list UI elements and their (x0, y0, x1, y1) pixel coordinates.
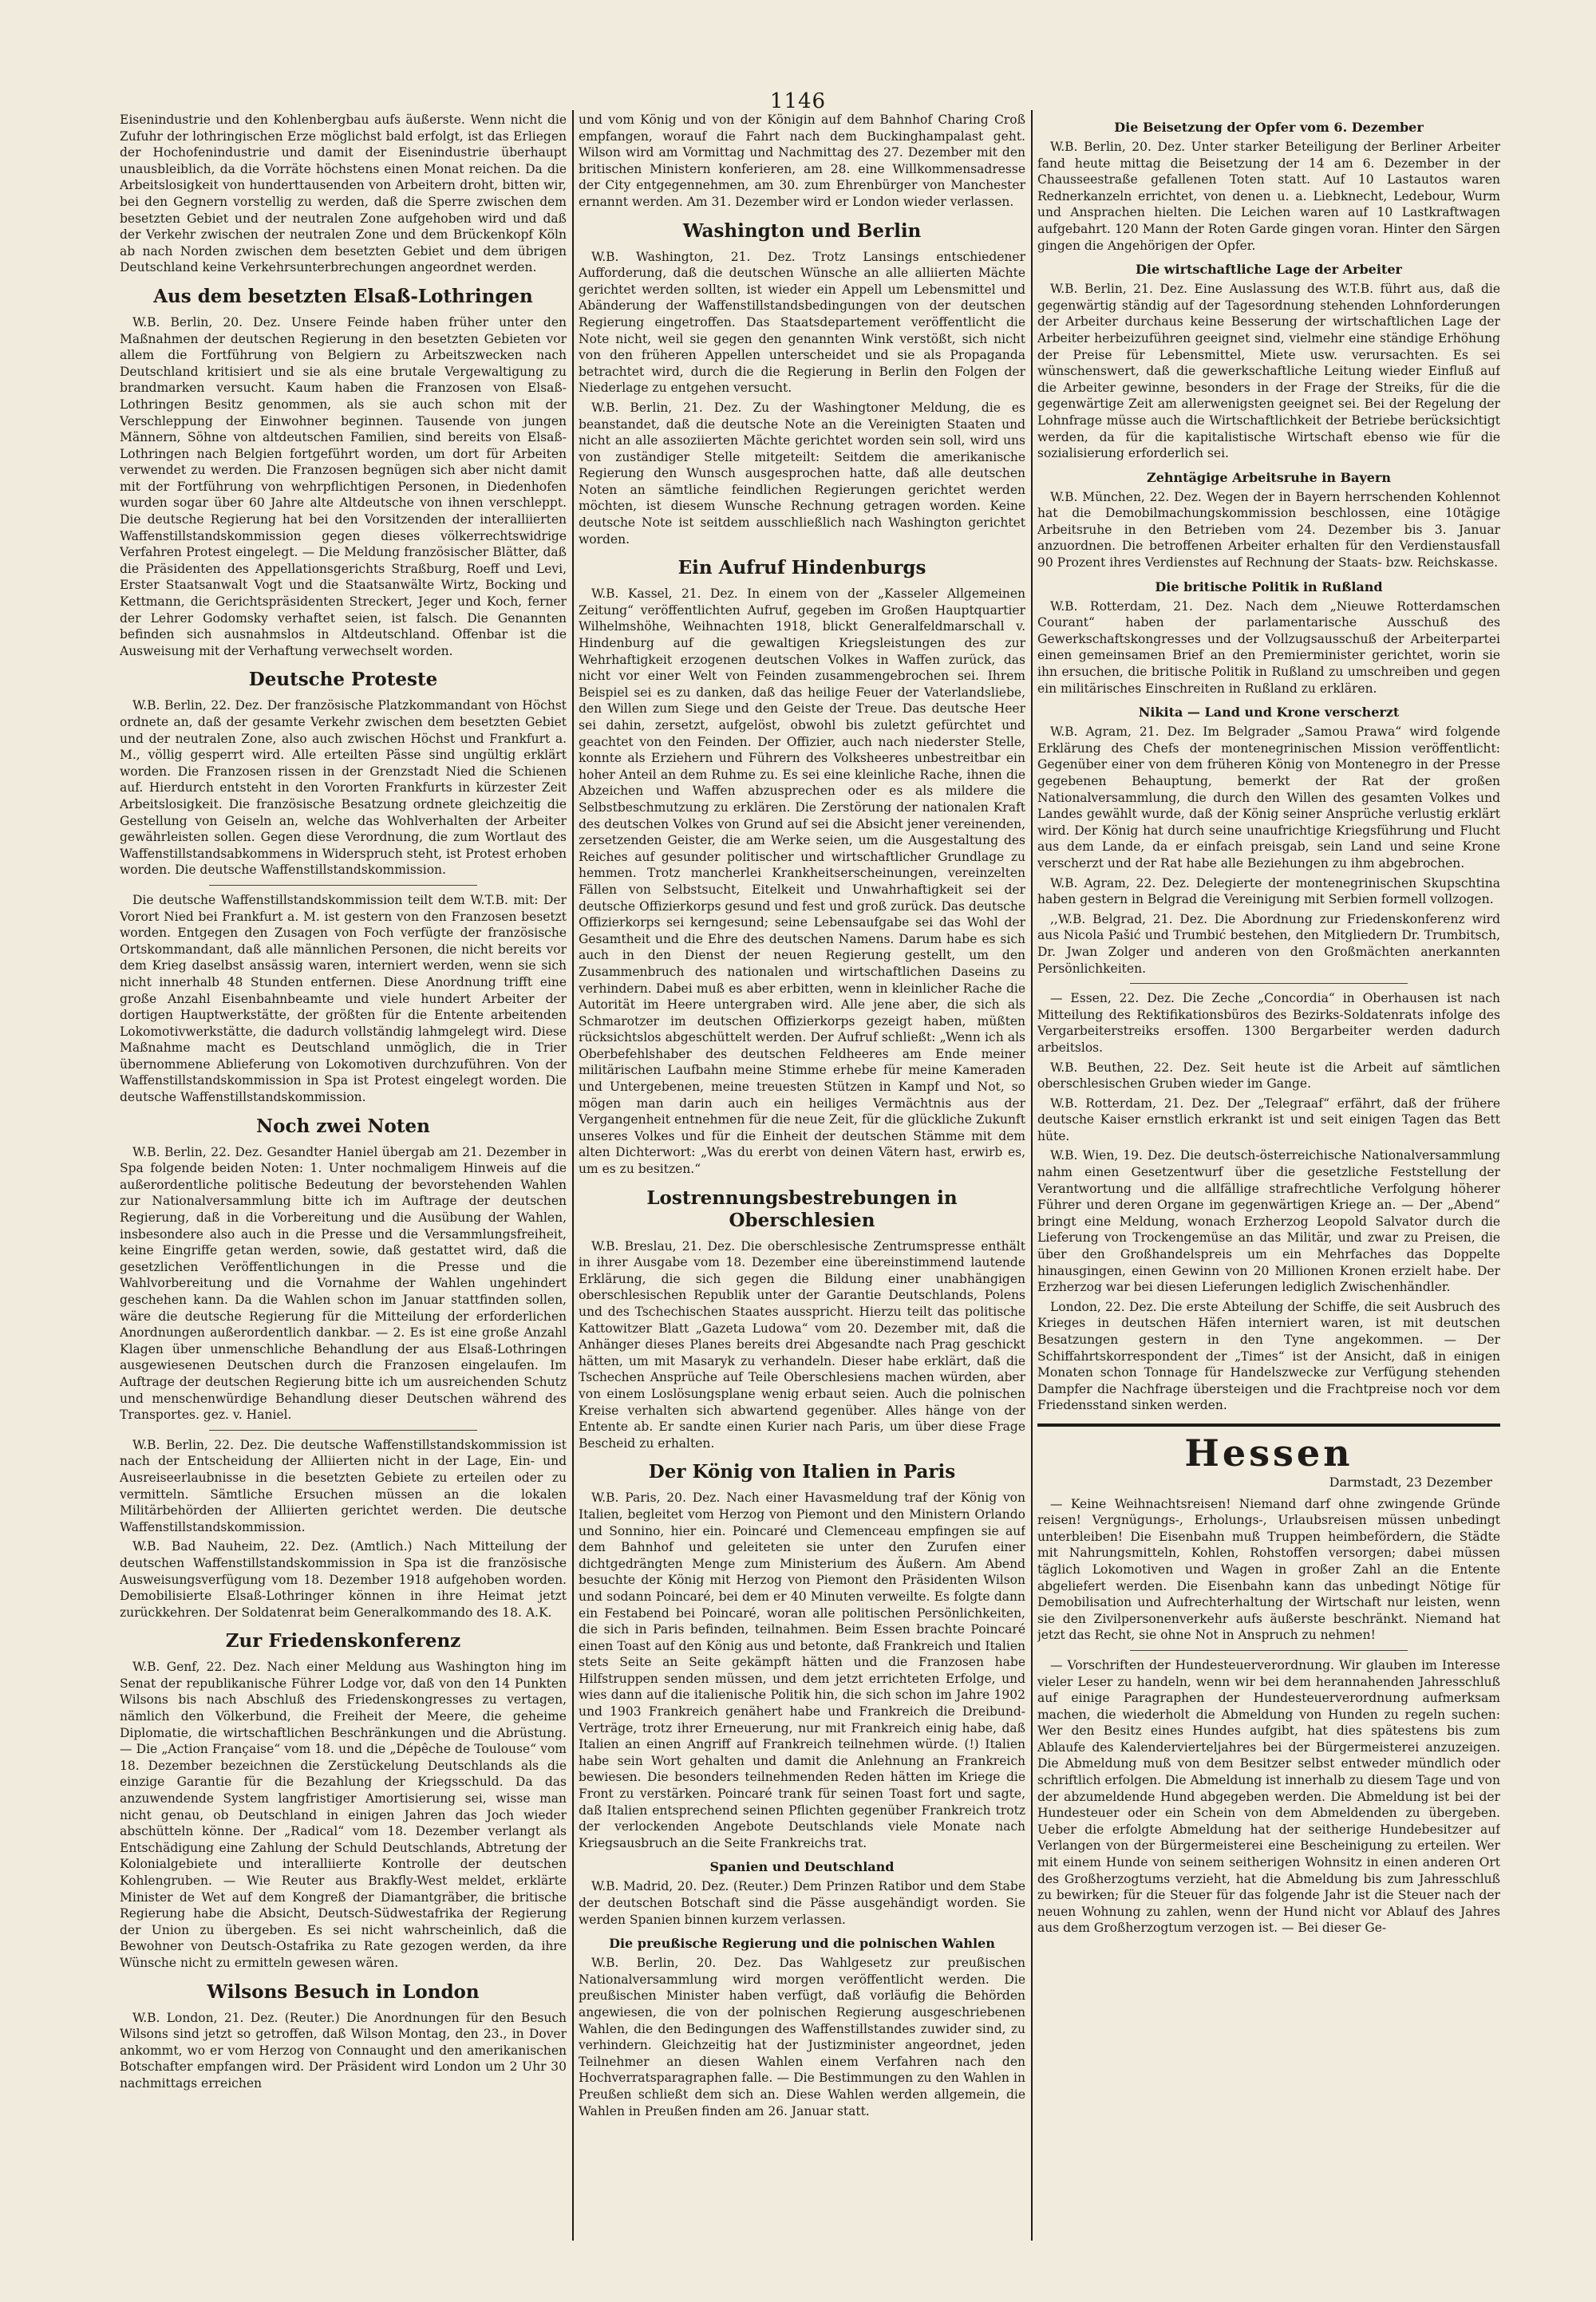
article-paragraph: W.B. Washington, 21. Dez. Trotz Lansings entschiedener Aufforderung, daß die deutschen Wünsche an alle alliierten Mächte gerichtet werden sollten, ist wieder ein Appell um Lebensmittel und Abänderung der Waffenstillstandsbedingungen von der deutschen Regierung eingetroffen. Das Staatsdepartement veröffentlicht die Note nicht, weil sie gegen den genannten Wink verstößt, sich nicht von den früheren Appellen unterscheidet und sie als Propaganda betrachtet wird, durch die die Regierung in Berlin den Folgen der Niederlage zu entgehen versucht. (579, 249, 1025, 396)
article-paragraph: W.B. Agram, 21. Dez. Im Belgrader „Samou Prawa“ wird folgende Erklärung des Chefs der montenegrinischen Mission veröffentlicht: Gegenüber einer von dem früheren König von Montenegro in der Presse gegebenen Behauptung, bemerkt der Rat der großen Nationalversammlung, die durch den Willen des gesamten Volkes und Landes gewählt wurde, daß der König seiner Ansprüche verlustig erklärt wird. Der König hat durch seine unaufrichtige Kriegsführung und Flucht aus dem Lande, da er einfach preisgab, sein Land und seine Krone verscherzt und der Rat habe alle Beziehungen zu ihm abgebrochen. (1037, 725, 1500, 871)
article-paragraph: W.B. Rotterdam, 21. Dez. Nach dem „Nieuwe Rotterdamschen Courant“ haben der parlamentarische Ausschuß des Gewerkschaftskongresses und der Vollzugsausschuß der Arbeiterpartei einen gemeinsamen Brief an den Premierminister gerichtet, worin sie ihn ersuchen, die britische Politik in Rußland zu umschreiben und gegen ein militärisches Einschreiten in Rußland zu erklären. (1037, 598, 1500, 696)
article-headline: Lostrennungsbestrebungen in Oberschlesien (646, 1187, 958, 1231)
article-paragraph: W.B. Berlin, 20. Dez. Unsere Feinde haben früher unter den Maßnahmen der deutschen Regierung in den besetzten Gebieten vor allem die Fortführung von Belgiern zu Arbeitszwecken nach Deutschland kritisiert und sie als eine brutale Vergewaltigung zu brandmarken versucht. Kaum haben die Franzosen von Elsaß-Lothringen Besitz genommen, als sie auch schon mit der Verschleppung der Einwohner beginnen. Tausende von jungen Männern, Söhne von altdeutschen Familien, sind bereits von Elsaß-Lothringen nach Belgien fortgeführt worden, um dort für Arbeiten verwendet zu werden. Die Franzosen begnügen sich aber nicht damit mit der Fortführung von wehrpflichtigen Personen, in Diedenhofen wurden sogar über 60 Jahre alte Altdeutsche von ihnen verschleppt. Die deutsche Regierung hat bei den Vorsitzenden der interalliierten Waffenstillstandskommission gegen dieses völkerrechtswidrige Verfahren Protest eingelegt. — Die Meldung französischer Blätter, daß die Präsidenten des Appellationsgerichts Straßburg, Roeff und Levi, Erster Staatsanwalt Vogt und die Staatsanwälte Wirtz, Bocking und Kettmann, die Gerichtspräsidenten Streckert, Jeger und Koch, ferner der Lehrer Godomsky verhaftet seien, ist falsch. Die Genannten befinden sich ausnahmslos in Altdeutschland. Offenbar ist die Ausweisung mit der Verhaftung verwechselt worden. (120, 314, 567, 658)
article-paragraph: W.B. Wien, 19. Dez. Die deutsch-österreichische Nationalversammlung nahm einen Gesetzentwurf über die gesetzliche Feststellung der Verantwortung und die allfällige strafrechtliche Verfolgung höherer Führer und deren Organe im gegenwärtigen Kriege an. — Der „Abend“ bringt eine Meldung, wonach Erzherzog Leopold Salvator durch die Lieferung von Trockengemüse an das Militär, und zwar zu Preisen, die über den Großhandelspreis um ein Mehrfaches das Doppelte hinausgingen, einen Gewinn von 20 Millionen Kronen erzielt habe. Der Erzherzog war bei diesen Lieferungen lediglich Zwischenhändler. (1037, 1148, 1500, 1295)
column-1 (120, 112, 567, 2234)
article-subheadline: Die Beisetzung der Opfer vom 6. Dezember (1114, 120, 1424, 135)
article-paragraph: W.B. Paris, 20. Dez. Nach einer Havasmeldung traf der König von Italien, begleitet vom Herzog von Piemont und den Ministern Orlando und Sonnino, hier ein. Poincaré und Clemenceau empfingen sie auf dem Bahnhof und geleiteten sie unter den Zurufen einer dichtgedrängten Menge zum Ministerium des Äußern. Am Abend besuchte der König mit Herzog von Piemont den Präsidenten Wilson und sodann Poincaré, bei dem er 40 Minuten verweilte. Es folgte dann ein Festabend bei Poincaré, woran alle politischen Persönlichkeiten, die sich in Paris befinden, teilnahmen. Beim Essen brachte Poincaré einen Toast auf den König aus und betonte, daß Frankreich und Italien stets Seite an Seite gekämpft hätten und die Franzosen habe Hilfstruppen senden müssen, und dem jetzt errichteten Erfolge, und wies dann auf die italienische Politik hin, die sich schon im Jahre 1902 und 1903 Frankreich genähert habe und Frankreich die Dreibund-Verträge, trotz ihrer Erneuerung, nur mit Frankreich einig habe, daß Italien an einen Angriff auf Frankreich teilnehmen würde. (!) Italien habe sein Wort gehalten und damit die Anlehnung an Frankreich bewiesen. Die besonders teilnehmenden Reden hätten im Kriege die Front zu verstärken. Poincaré trank für seinen Toast fort und sagte, daß Italien entsprechend seinen Pflichten gegenüber Frankreich trotz der verlockenden Angebote Deutschlands viele Monate nach Kriegsausbruch an die Seite Frankreichs trat. (579, 1491, 1025, 1850)
article-paragraph: W.B. Berlin, 22. Dez. Gesandter Haniel übergab am 21. Dezember in Spa folgende beiden Noten: 1. Unter nochmaligem Hinweis auf die außerordentliche politische Bedeutung der bevorstehenden Wahlen zur Nationalversammlung bitte ich im Auftrage der deutschen Regierung, daß in die Vorbereitung und die Ausübung der Wahlen, insbesondere also auch in die Presse und die Versammlungsfreiheit, keine Eingriffe getan werden, sowie, daß gestattet wird, daß die gesetzlichen Veröffentlichungen in die Presse und die Wahlvorbereitung und die Vornahme der Wahlen ungehindert geschehen kann. Da die Wahlen schon im Januar stattfinden sollen, wäre die deutsche Regierung für die Mitteilung der erforderlichen Anordnungen außerordentlich dankbar. — 2. Es ist eine große Anzahl Klagen über unmenschliche Behandlung der aus Elsaß-Lothringen ausgewiesenen Deutschen durch die Franzosen eingelaufen. Im Auftrage der deutschen Regierung bitte ich um ausreichenden Schutz und menschenwürdige Behandlung dieser Deutschen während des Transportes. gez. v. Haniel. (120, 1144, 567, 1423)
article-paragraph: W.B. Breslau, 21. Dez. Die oberschlesische Zentrumspresse enthält in ihrer Ausgabe vom 18. Dezember eine übereinstimmend lautende Erklärung, die sich gegen die Bildung einer unabhängigen oberschlesischen Republik unter der Garantie Deutschlands, Polens und des Tschechischen Staates ausspricht. Hierzu teilt das politische Kattowitzer Blatt „Gazeta Ludowa“ vom 20. Dezember mit, daß die Anhänger dieses Planes bereits drei Abgesandte nach Prag geschickt hätten, um mit Masaryk zu verhandeln. Dieser habe erklärt, daß die Tschechen Ansprüche auf Teile Oberschlesiens machen würden, aber von einem Loslösungsplane wenig erbaut seien. Auch die polnischen Kreise verhalten sich abwartend gegenüber. Alles hänge von der Entente ab. Er sandte einen Kurier nach Paris, um über diese Frage Bescheid zu erhalten. (579, 1238, 1025, 1451)
article-paragraph: W.B. Berlin, 21. Dez. Zu der Washingtoner Meldung, die es beanstandet, daß die deutsche Note an die Vereinigten Staaten und nicht an alle assoziierten Mächte gerichtet worden sein soll, wird uns von zuständiger Stelle mitgeteilt: Seitdem die amerikanische Regierung den Wunsch ausgesprochen hatte, daß alle deutschen Noten an sämtliche feindlichen Regierungen gerichtet werden möchten, ist diesem Wunsche Rechnung getragen worden. Keine deutsche Note ist seitdem ausschließlich nach Washington gerichtet worden. (579, 400, 1025, 547)
article-paragraph: W.B. London, 21. Dez. (Reuter.) Die Anordnungen für den Besuch Wilsons sind jetzt so getroffen, daß Wilson Montag, den 23., in Dover ankommt, wo er vom Herzog von Connaught und den amerikanischen Botschafter empfangen wird. Der Präsident wird London um 2 Uhr 30 nachmittags erreichen (120, 2010, 567, 2091)
article-paragraph: W.B. Berlin, 22. Dez. Der französische Platzkommandant von Höchst ordnete an, daß der gesamte Verkehr zwischen dem besetzten Gebiet und der neutralen Zone, also auch zwischen Höchst und Frankfurt a. M., völlig gesperrt wird. Alle erteilten Pässe sind ungültig erklärt worden. Die Franzosen rissen in der Grenzstadt Nied die Schienen auf. Hierdurch entsteht in den Vororten Frankfurts in kürzester Zeit Arbeitslosigkeit. Die französische Besatzung ordnete gleichzeitig die Gestellung von Geiseln an, welche das Wohlverhalten der Arbeiter gewährleisten sollen. Gegen diese Verordnung, die zum Wortlaut des Waffenstillstandsabkommens in Widerspruch steht, ist Protest erhoben worden. Die deutsche Waffenstillstandskommission. (120, 698, 567, 878)
article-paragraph: Die deutsche Waffenstillstandskommission teilt dem W.T.B. mit: Der Vorort Nied bei Frankfurt a. M. ist gestern von den Franzosen besetzt worden. Entgegen den Zusagen von Foch verfügte der französische Ortskommandant, daß alle männlichen Personen, die nicht bereits vor dem Krieg daselbst ansässig waren, interniert werden, wenn sie sich nicht innerhalb 48 Stunden entfernen. Diese Anordnung trifft eine große Anzahl Eisenbahnbeamte und viele hundert Arbeiter der dortigen Hauptwerkstätte, der größten für die Entente arbeitenden Lokomotivwerkstätte, die dadurch vollständig lahmgelegt wird. Diese Maßnahme macht es Deutschland unmöglich, die in Trier übernommene Ablieferung von Lokomotiven durchzuführen. Von der Waffenstillstandskommission in Spa ist Protest eingelegt worden. Die deutsche Waffenstillstandskommission. (120, 892, 567, 1105)
article-paragraph: W.B. Berlin, 20. Dez. Das Wahlgesetz zur preußischen Nationalversammlung wird morgen veröffentlicht werden. Die preußischen Minister haben verfügt, daß vorläufig die Behörden angewiesen, die von der polnischen Regierung ausgeschriebenen Wahlen, die den Bedingungen des Waffenstillstandes zuwider sind, zu verhindern. Gleichzeitig hat der Justizminister angeordnet, jeden Teilnehmer an diesen Wahlen einem Verfahren nach den Hochverratsparagraphen falle. — Die Bestimmungen zu den Wahlen in Preußen schließt dem sich an. Diese Wahlen werden allgemein, die Wahlen in Preußen finden am 26. Januar statt. (579, 1956, 1025, 2118)
dateline: Darmstadt, 23 Dezember (1329, 1474, 1492, 1490)
article-paragraph: — Essen, 22. Dez. Die Zeche „Concordia“ in Oberhausen ist nach Mitteilung des Rektifikationsbüros des Bezirks-Soldatenrats infolge des Vergarbeiterstreiks ersoffen. 1300 Bergarbeiter werden dadurch arbeitslos. (1037, 991, 1500, 1055)
section-title: Hessen (1184, 1431, 1353, 1475)
separator (1130, 983, 1408, 984)
article-headline: Wilsons Besuch in London (207, 1980, 480, 2003)
article-subheadline: Die britische Politik in Rußland (1155, 578, 1383, 594)
article-paragraph: W.B. Berlin, 22. Dez. Die deutsche Waffenstillstandskommission ist nach der Entscheidung der Alliierten nicht in der Lage, Ein- und Ausreiseerlaubnisse in die besetzten Gebiete zu erteilen oder zu vermitteln. Sämtliche Ersuchen müssen an die lokalen Militärbehörden der Alliierten gerichtet werden. Die deutsche Waffenstillstandskommission. (120, 1437, 567, 1534)
article-paragraph: W.B. München, 22. Dez. Wegen der in Bayern herrschenden Kohlennot hat die Demobilmachungskommission beschlossen, eine 10tägige Arbeitsruhe in den Betrieben vom 24. Dezember bis 3. Januar anzuordnen. Die betroffenen Arbeiter erhalten für den Verdienstausfall 90 Prozent ihres Verdienstes auf Rechnung der Staats- bzw. Reichskasse. (1037, 489, 1500, 571)
article-paragraph: Eisenindustrie und den Kohlenbergbau aufs äußerste. Wenn nicht die Zufuhr der lothringischen Erze möglichst bald erfolgt, ist das Erliegen der Hochofenindustrie und damit der Eisenindustrie überhaupt unausbleiblich, da die Vorräte höchstens einen Monat reichen. Da die Arbeitslosigkeit von hunderttausenden von Arbeitern droht, bitten wir, bei den Gegnern vorstellig zu werden, daß die Sperre zwischen dem besetzten Gebiet und der neutralen Zone aufgehoben wird und daß der Verkehr zwischen der neutralen Zone und dem Brückenkopf Köln ab nach Norden zwischen dem besetzten Gebiet und dem übrigen Deutschland keine Verkehrsunterbrechungen angeordnet werden. (120, 113, 567, 275)
article-subheadline: Nikita — Land und Krone verscherzt (1138, 705, 1400, 721)
column-2 (579, 112, 1025, 2186)
article-subheadline: Zehntägige Arbeitsruhe in Bayern (1147, 469, 1391, 485)
article-paragraph: W.B. Beuthen, 22. Dez. Seit heute ist die Arbeit auf sämtlichen oberschlesischen Gruben wieder im Gange. (1037, 1060, 1500, 1092)
article-subheadline: Die wirtschaftliche Lage der Arbeiter (1136, 262, 1402, 278)
article-paragraph: W.B. Genf, 22. Dez. Nach einer Meldung aus Washington hing im Senat der republikanische Führer Lodge vor, daß von den 14 Punkten Wilsons bis nach Abschluß des Friedenskongresses zu vertagen, nämlich den Völkerbund, die Freiheit der Meere, die geheime Diplomatie, die wirtschaftlichen Beschränkungen und die Abrüstung. — Die „Action Française“ vom 18. und die „Dépêche de Toulouse“ vom 18. Dezember bezeichnen die Zerstückelung Deutschlands als die einzige Garantie für die Bezahlung der Kriegsschuld. Da das anzuwendende System langfristiger Amortisierung sei, wisse man nicht genau, ob Deutschland in einigen Jahren das Joch wieder abschütteln könne. Der „Radical“ vom 18. Dezember verlangt als Entschädigung eine Zahlung der Schuld Deutschlands, Abtretung der Kolonialgebiete und interalliierte Kontrolle der deutschen Kohlengruben. — Wie Reuter aus Brakfly-West meldet, erklärte Minister de Wet auf dem Kongreß der Diamantgräber, die britische Regierung habe die Absicht, Deutsch-Südwestafrika der Regierung der Union zu übergeben. Es sei nicht wahrscheinlich, daß die Bewohner von Deutsch-Ostafrika zu Rate gezogen werden, da ihre Wünsche nicht zu ermitteln gewesen wären. (120, 1660, 567, 1970)
article-paragraph: London, 22. Dez. Die erste Abteilung der Schiffe, die seit Ausbruch des Krieges in deutschen Häfen interniert waren, ist mit deutschen Besatzungen gestern in den Tyne angekommen. — Der Schiffahrtskorrespondent der „Times“ ist der Ansicht, daß in einigen Monaten schon Tonnage für Handelszwecke zur Verfügung stehenden Dampfer die Nachfrage übersteigen und die Frachtpreise noch vor dem Friedensstand sinken werden. (1037, 1299, 1500, 1413)
separator (1130, 1650, 1408, 1651)
separator (209, 1430, 477, 1431)
section-rule (1037, 1423, 1500, 1427)
article-paragraph: W.B. Agram, 22. Dez. Delegierte der montenegrinischen Skupschtina haben gestern in Belgrad die Vereinigung mit Serbien formell vollzogen. (1037, 875, 1500, 907)
article-paragraph: — Vorschriften der Hundesteuerverordnung. Wir glauben im Interesse vieler Leser zu handeln, wenn wir bei dem herannahenden Jahresschluß auf einige Paragraphen der Hundesteuerverordnung aufmerksam machen, die wiederholt die Abmeldung von Hunden zu regeln suchen: Wer den Besitz eines Hundes aufgibt, hat dies spätestens bis zum Ablaufe des Kalendervierteljahres bei der Bürgermeisterei anzuzeigen. Die Abmeldung muß von dem Besitzer selbst entweder mündlich oder schriftlich erfolgen. Die Abmeldung ist innerhalb zu diesem Tage und von der abzumeldende Hund abgegeben werden. Die Abmeldung ist bei der Hundesteuer oder ein Schein von dem Abmeldenden zu übergeben. Ueber die erfolgte Abmeldung hat der seitherige Hundebesitzer auf Verlangen von der Bürgermeisterei eine Bescheinigung zu erteilen. Wer mit einem Hunde von seinem seitherigen Wohnsitz in einen anderen Ort des Großherzogtums verzieht, hat die Abmeldung bis zum Jahresschluß zu bewirken; für die Steuer für das folgende Jahr ist die Steuer nach der neuen Wohnung zu zahlen, wenn der Hund nicht vor Ablauf des Jahres aus dem Großherzogtum verzogen ist. — Bei dieser Ge- (1037, 1657, 1500, 1936)
separator (209, 885, 477, 886)
article-headline: Deutsche Proteste (248, 669, 438, 691)
article-headline: Der König von Italien in Paris (648, 1461, 956, 1483)
article-paragraph: — Keine Weihnachtsreisen! Niemand darf ohne zwingende Gründe reisen! Vergnügungs-, Erholungs-, Urlaubsreisen müssen unbedingt unterbleiben! Die Eisenbahn muß Truppen heimbefördern, die Städte mit Nahrungsmitteln, Kohlen, Rohstoffen versorgen; dabei müssen täglich Lokomotiven und Wagen in großer Zahl an die Entente abgeliefert werden. Die Eisenbahn kann das unbedingt Nötige für Demobilisation und Aufrechterhaltung der Wirtschaft nur leisten, wenn sie den Zivilpersonenverkehr aufs äußerste beschränkt. Niemand hat jetzt das Recht, sie ohne Not in Anspruch zu nehmen! (1037, 1496, 1500, 1643)
article-headline: Ein Aufruf Hindenburgs (678, 557, 926, 579)
article-paragraph: W.B. Rotterdam, 21. Dez. Der „Telegraaf“ erfährt, daß der frühere deutsche Kaiser ernstlich erkrankt ist und seit einigen Tagen das Bett hüte. (1037, 1096, 1500, 1143)
article-paragraph: und vom König und von der Königin auf dem Bahnhof Charing Croß empfangen, worauf die Fahrt nach dem Buckinghampalast geht. Wilson wird am Vormittag und Nachmittag des 27. Dezember mit den britischen Ministern konferieren, am 28. eine Willkommensadresse der City entgegennehmen, am 30. zum Ehrenbürger von Manchester ernannt werden. Am 31. Dezember wird er London wieder verlassen. (579, 113, 1025, 209)
article-headline: Zur Friedenskonferenz (225, 1630, 461, 1652)
page-number: 1146 (769, 89, 827, 113)
column-rule (572, 110, 574, 2241)
article-paragraph: W.B. Berlin, 20. Dez. Unter starker Beteiligung der Berliner Arbeiter fand heute mittag die Beisetzung der 14 am 6. Dezember in der Chausseestraße gefallenen Toten statt. Auf 10 Lastautos waren Rednerkanzeln errichtet, von denen u. a. Liebknecht, Ledebour, Wurm und Ansprachen hielten. Die Leichen waren auf 10 Lastkraftwagen aufgebahrt. 120 Mann der Roten Garde gingen voran. Hinter den Särgen gingen die Angehörigen der Opfer. (1037, 140, 1500, 253)
article-headline: Aus dem besetzten Elsaß-Lothringen (153, 285, 533, 307)
article-paragraph: W.B. Madrid, 20. Dez. (Reuter.) Dem Prinzen Ratibor und dem Stabe der deutschen Botschaft sind die Pässe ausgehändigt worden. Sie werden Spanien binnen kurzem verlassen. (579, 1879, 1025, 1927)
article-paragraph: W.B. Bad Nauheim, 22. Dez. (Amtlich.) Nach Mitteilung der deutschen Waffenstillstandskommission in Spa ist die französische Ausweisungsverfügung vom 18. Dezember 1918 aufgehoben worden. Demobilisierte Elsaß-Lothringer können in ihre Heimat jetzt zurückkehren. Der Soldatenrat beim Generalkommando des 18. A.K. (120, 1539, 567, 1620)
column-3 (1037, 112, 1500, 2282)
article-subheadline: Spanien und Deutschland (709, 1859, 895, 1875)
column-rule (1031, 110, 1033, 2241)
article-paragraph: W.B. Berlin, 21. Dez. Eine Auslassung des W.T.B. führt aus, daß die gegenwärtig ständig auf der Tagesordnung stehenden Lohnforderungen der Arbeiter durchaus keine Besserung der wirtschaftlichen Lage der Arbeiter herbeizuführen geeignet sind, vielmehr eine ständige Erhöhung der Preise für Lebensmittel, Miete usw. verursachten. Es sei wünschenswert, daß die gewerkschaftliche Leitung wieder Einfluß auf die Arbeiter gewinne, besonders in der Frage der Streiks, für die die gegenwärtige Zeit am allerwenigsten geeignet sei. Bei der Regelung der Lohnfrage müsse auch die Wirtschaftlichkeit der Betriebe berücksichtigt werden, da für die kapitalistische Wirtschaft ebenso wie für die sozialisierung erforderlich sei. (1037, 282, 1500, 461)
article-subheadline: Die preußische Regierung und die polnischen Wahlen (609, 1936, 995, 1952)
article-headline: Noch zwei Noten (256, 1115, 430, 1137)
article-paragraph: ,,W.B. Belgrad, 21. Dez. Die Abordnung zur Friedenskonferenz wird aus Nicola Pašić und Trumbić bestehen, den Mitgliedern Dr. Trumbitsch, Dr. Jwan Zolger und anderen von den Großmächten anerkannten Persönlichkeiten. (1037, 911, 1500, 976)
article-paragraph: W.B. Kassel, 21. Dez. In einem von der „Kasseler Allgemeinen Zeitung“ veröffentlichten Aufruf, gegeben im Großen Hauptquartier Wilhelmshöhe, Weihnachten 1918, blickt Generalfeldmarschall v. Hindenburg auf die gewaltigen Kriegsleistungen des zur Wehrhaftigkeit erzogenen deutschen Volkes in Waffen zurück, das nicht vor einer Welt von Feinden zusammengebrochen sei. Ihrem Beispiel sei es zu danken, daß das heilige Feuer der Vaterlandsliebe, den Willen zum Siege und den Geiste der Treue. Das deutsche Heer sei dahin, zersetzt, aufgelöst, obwohl bis zuletzt gefürchtet und geachtet von den Feinden. Der Offizier, auch nach niederster Stelle, konnte als Erziehern und Führern des Volksheeres unbestreitbar ein hoher Anteil an dem Ruhme zu. Es sei eine kleinliche Rache, ihnen die Abzeichen und Waffen abzusprechen oder es als mildere die Selbstbeschmutzung zu erklären. Die Zerstörung der nationalen Kraft des deutschen Volkes von Grund auf sei die Absicht jener vereinenden, zersetzenden Geister, die am Werke seien, um die Ausgestaltung des Reiches auf gesunder politischer und wirtschaftlicher Grundlage zu hemmen. Trotz mancherlei Krankheitserscheinungen, vereinzelten Fällen von Selbstsucht, Eitelkeit und Unwahrhaftigkeit sei der deutsche Offizierkorps gesund und fest und groß zurück. Das deutsche Offizierkorps sei kerngesund; seine Lebensaufgabe sei das Wohl der Gesamtheit und die Ehre des deutschen Namens. Darum habe es sich auch in den Dienst der neuen Regierung gestellt, um den Zusammenbruch des nationalen und wirtschaftlichen Daseins zu verhindern. Dabei muß es aber erbitten, wenn in kleinlicher Rache die Autorität im Heere untergraben wird. Alle jene aber, die sich als Schmarotzer im deutschen Offizierkorps gezeigt haben, müßten rücksichtslos abgeschüttelt werden. Der Aufruf schließt: „Wenn ich als Oberbefehlshaber des deutschen Feldheeres am Ende meiner militärischen Laufbahn meine Stimme erhebe für meine Kameraden und Untergebenen, meine treuesten Stützen in Kampf und Not, so mögen man darin auch ein heiliges Vermächtnis aus der Vergangenheit entnehmen für die neue Zeit, für die glückliche Zukunft unseres Volkes und für die Einheit der deutschen Stämme mit dem alten Dichterwort: „Was du ererbt von deinen Vätern hast, erwirb es, um es zu besitzen.“ (579, 586, 1025, 1177)
article-headline: Washington und Berlin (682, 219, 922, 242)
